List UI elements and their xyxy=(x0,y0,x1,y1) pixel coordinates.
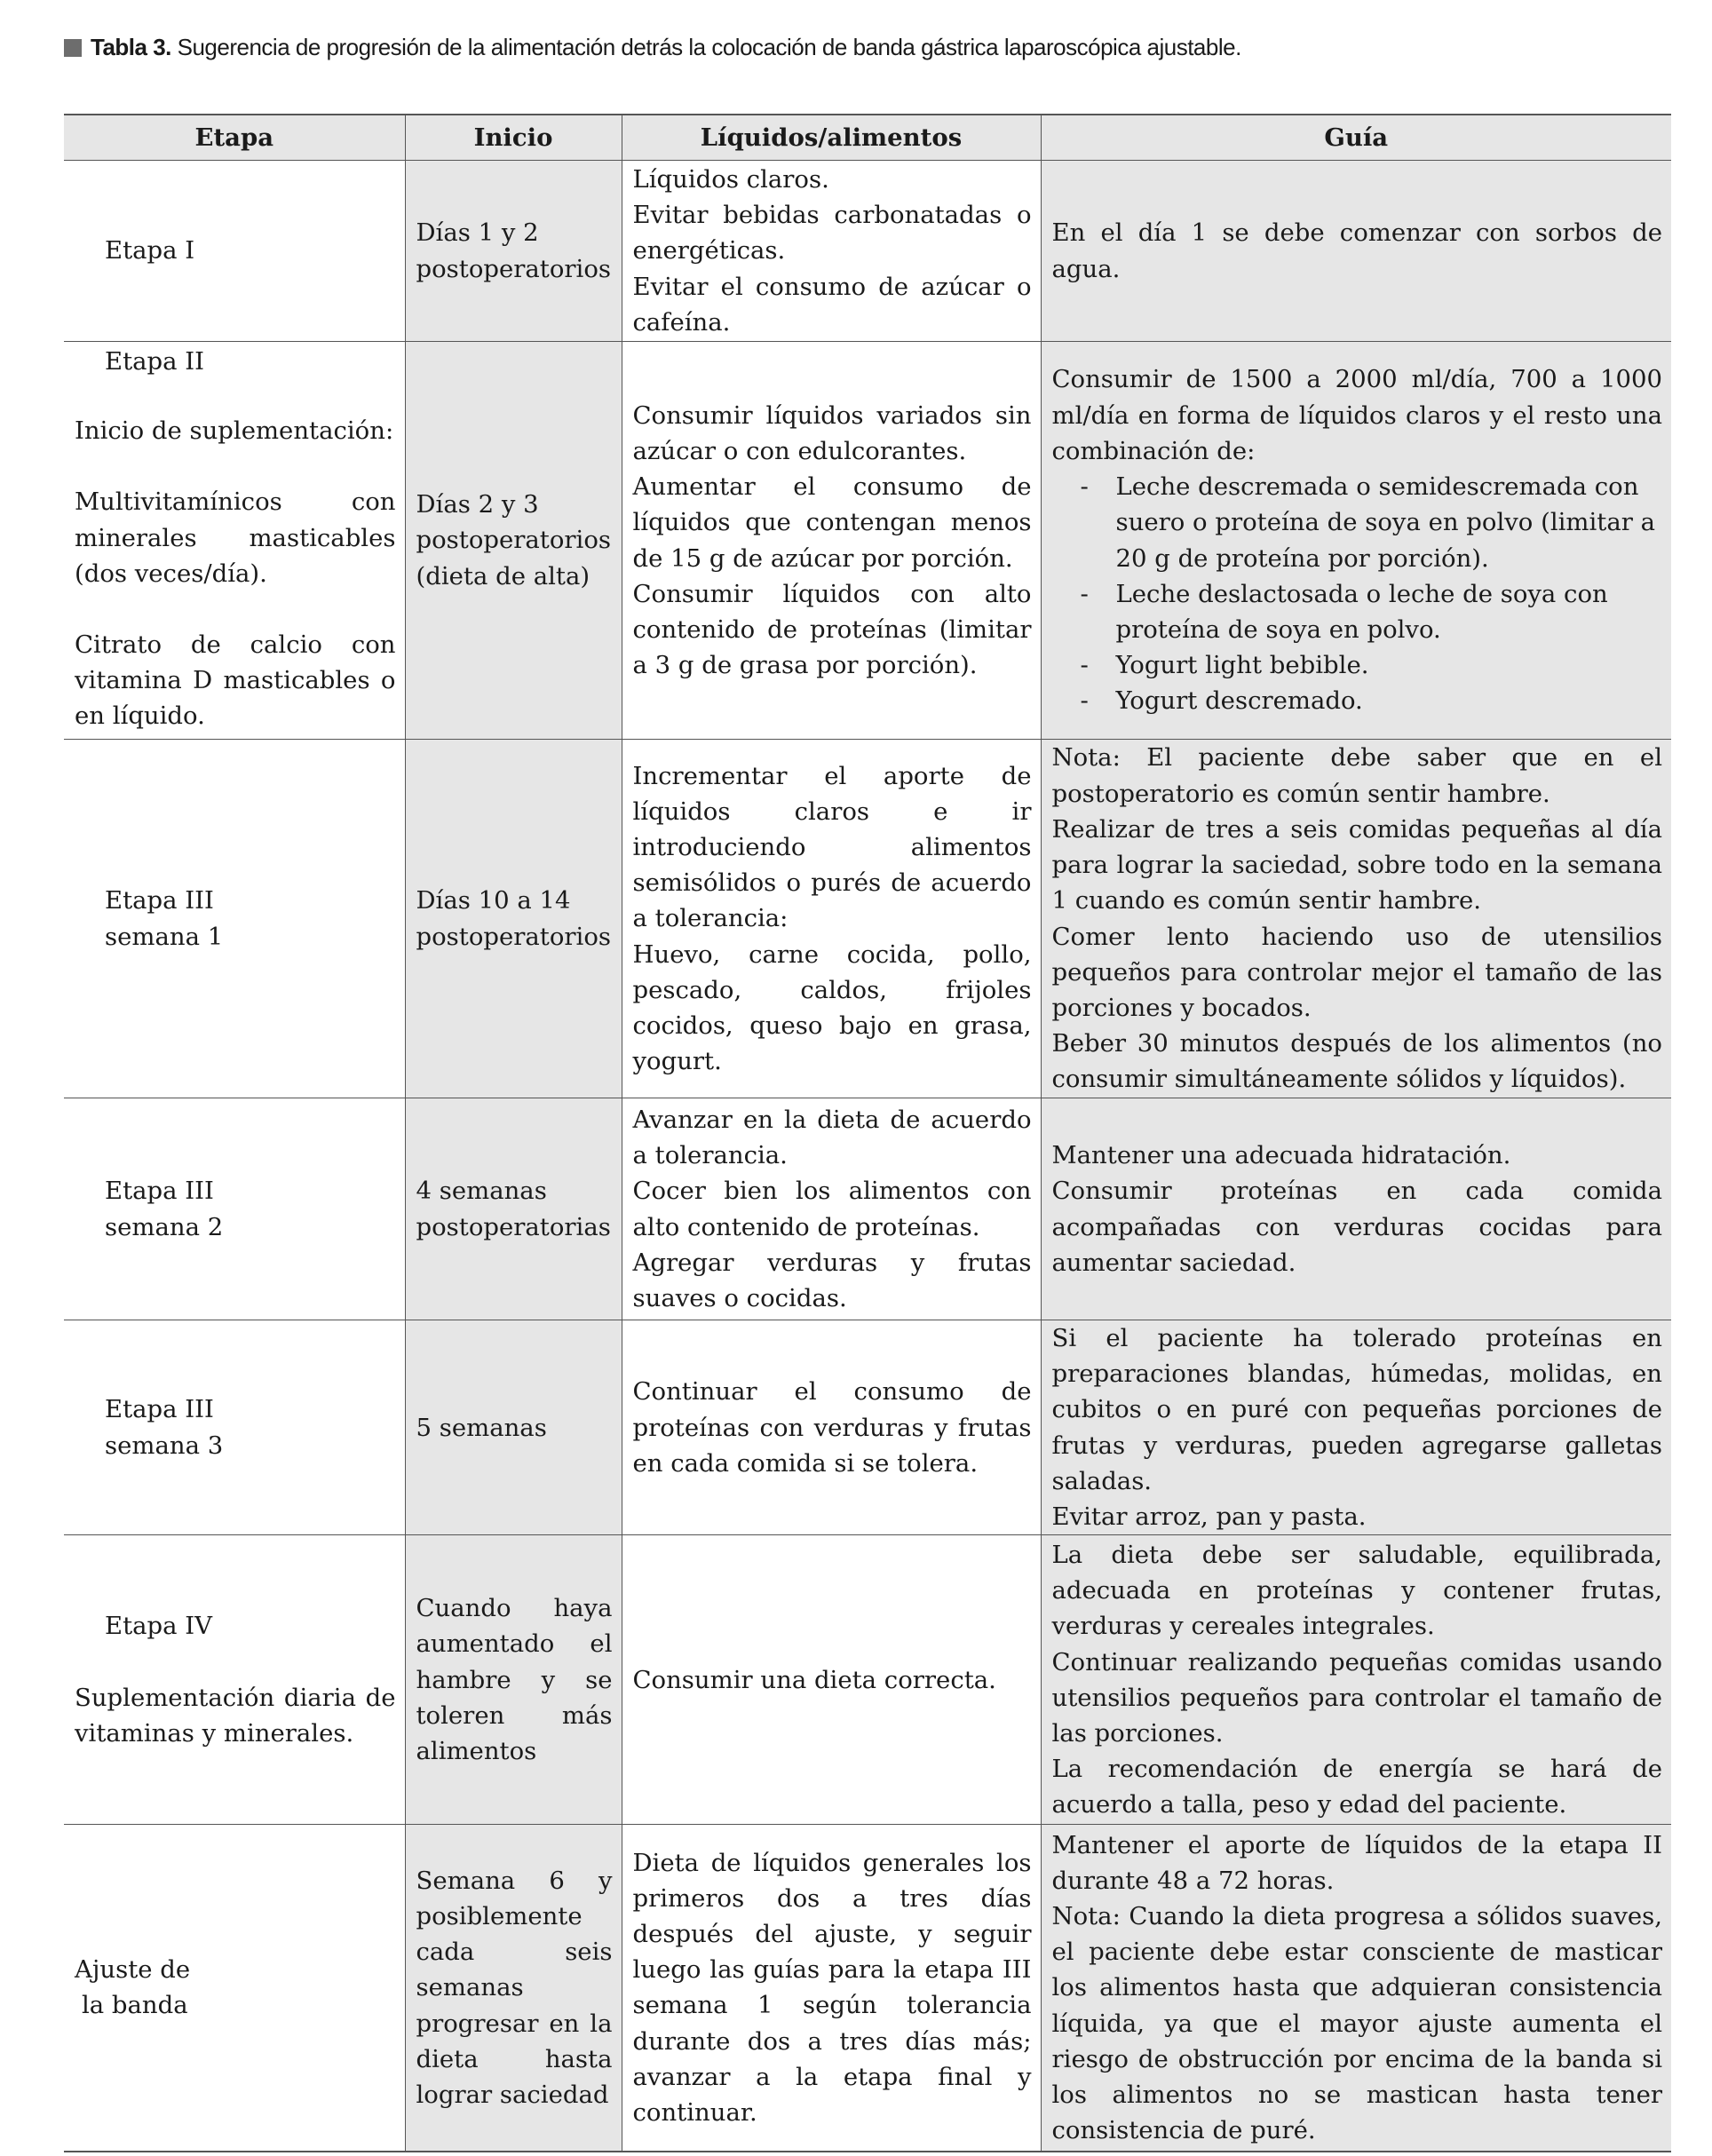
cell-inicio xyxy=(405,342,622,740)
table-caption xyxy=(64,34,1241,61)
etapa-line: semana 2 xyxy=(105,1212,224,1241)
guia-line: Continuar realizando pequeñas comidas usando utensilios pequeños para controlar el tamaño de las porciones. xyxy=(1051,1647,1662,1748)
cell-etapa xyxy=(64,740,405,1098)
table-row xyxy=(64,1320,1671,1535)
cell-inicio xyxy=(405,1535,622,1825)
etapa-title: Etapa II xyxy=(105,347,204,376)
cell-etapa xyxy=(64,1098,405,1320)
liquidos-line: Dieta de líquidos generales los primeros dos a tres días después del ajuste, y seguir luego las guías para la etapa III semana 1 según tolerancia durante dos a tres días más; avanzar a la etapa final y continuar. xyxy=(632,1848,1032,2128)
guia-line: Si el paciente ha tolerado proteínas en preparaciones blandas, húmedas, molidas, en cubitos o en puré con pequeñas porciones de frutas y verduras, pueden agregarse galletas saladas. xyxy=(1051,1324,1662,1495)
cell-liquidos xyxy=(622,161,1041,342)
etapa-line: Etapa III xyxy=(105,1395,214,1424)
cell-inicio xyxy=(405,161,622,342)
inicio-line: postoperatorias xyxy=(416,1212,611,1241)
guia-bullet xyxy=(1052,647,1663,683)
cell-inicio xyxy=(405,740,622,1098)
etapa-line: semana 1 xyxy=(105,922,224,951)
etapa-calcio: Citrato de calcio con vitamina D masticables o en líquido. xyxy=(75,630,396,731)
guia-line: Nota: El paciente debe saber que en el postoperatorio es común sentir hambre. xyxy=(1051,743,1662,808)
header-inicio: Inicio xyxy=(405,115,622,161)
cell-etapa xyxy=(64,1320,405,1535)
inicio-line: 5 semanas xyxy=(416,1413,547,1442)
cell-inicio xyxy=(405,1320,622,1535)
guia-line: Beber 30 minutos después de los alimentos (no consumir simultáneamente sólidos y líquidos). xyxy=(1051,1029,1662,1094)
etapa-line: Etapa III xyxy=(105,886,214,916)
bullet-text: Yogurt descremado. xyxy=(1115,686,1363,716)
cell-guia xyxy=(1041,740,1671,1098)
header-liquidos: Líquidos/alimentos xyxy=(622,115,1041,161)
guia-line: Mantener una adecuada hidratación. xyxy=(1051,1141,1511,1170)
cell-guia xyxy=(1041,1535,1671,1825)
etapa-supl: Suplementación diaria de vitaminas y minerales. xyxy=(75,1683,396,1748)
inicio-line: Semana 6 y posiblemente cada seis semanas progresar en la dieta hasta lograr saciedad xyxy=(416,1866,613,2109)
cell-etapa xyxy=(64,1535,405,1825)
table-row xyxy=(64,1825,1671,2152)
liquidos-line: Agregar verduras y frutas suaves o cocidas. xyxy=(632,1248,1032,1312)
inicio-line: Días 1 y 2 xyxy=(416,218,539,248)
cell-guia xyxy=(1041,1098,1671,1320)
etapa-line: Etapa I xyxy=(105,236,195,266)
guia-line: Mantener el aporte de líquidos de la etapa II durante 48 a 72 horas. xyxy=(1051,1830,1662,1895)
liquidos-line: Continuar el consumo de proteínas con verduras y frutas en cada comida si se tolera. xyxy=(632,1377,1032,1478)
guia-line: Nota: Cuando la dieta progresa a sólidos suaves, el paciente debe estar consciente de masticar los alimentos hasta que adquieran consistencia líquida, ya que el mayor ajuste aumenta el riesgo de obstrucción por encima de la banda si los alimentos no se mastican hasta tener consistencia de puré. xyxy=(1051,1901,1662,2145)
inicio-line: Días 10 a 14 xyxy=(416,886,571,916)
liquidos-line: Líquidos claros. xyxy=(632,164,829,194)
liquidos-line: Evitar bebidas carbonatadas o energéticas. xyxy=(632,201,1032,266)
dash-mark: - xyxy=(1080,472,1089,502)
caption-label: Tabla 3. xyxy=(91,34,171,60)
liquidos-line: Evitar el consumo de azúcar o cafeína. xyxy=(632,272,1032,337)
table-row xyxy=(64,161,1671,342)
cell-liquidos xyxy=(622,1535,1041,1825)
dash-mark: - xyxy=(1080,579,1089,608)
bullet-text: Yogurt light bebible. xyxy=(1115,651,1369,680)
liquidos-line: Huevo, carne cocida, pollo, pescado, caldos, frijoles cocidos, queso bajo en grasa, yogurt. xyxy=(632,939,1032,1076)
etapa-line: semana 3 xyxy=(105,1431,224,1460)
cell-liquidos xyxy=(622,740,1041,1098)
inicio-line: Cuando haya aumentado el hambre y se toleren más alimentos xyxy=(416,1594,613,1766)
guia-line: La dieta debe ser saludable, equilibrada, adecuada en proteínas y contener frutas, verduras y cereales integrales. xyxy=(1051,1540,1662,1641)
cell-guia xyxy=(1041,1825,1671,2152)
table-row xyxy=(64,342,1671,740)
dash-mark: - xyxy=(1080,651,1089,680)
bullet-text: Leche descremada o semidescremada con suero o proteína de soya en polvo (limitar a 20 g de proteína por porción). xyxy=(1115,472,1656,573)
cell-etapa xyxy=(64,1825,405,2152)
table-row xyxy=(64,740,1671,1098)
progression-table xyxy=(64,114,1671,2152)
header-guia: Guía xyxy=(1041,115,1671,161)
cell-liquidos xyxy=(622,1320,1041,1535)
table-row xyxy=(64,1098,1671,1320)
liquidos-line: Incrementar el aporte de líquidos claros e ir introduciendo alimentos semisólidos o purés de acuerdo a tolerancia: xyxy=(632,761,1032,933)
table-row xyxy=(64,1535,1671,1825)
cell-etapa xyxy=(64,161,405,342)
guia-line: Evitar arroz, pan y pasta. xyxy=(1051,1502,1367,1532)
guia-line: Consumir proteínas en cada comida acompañadas con verduras cocidas para aumentar saciedad. xyxy=(1051,1177,1662,1277)
inicio-line: (dieta de alta) xyxy=(416,561,590,591)
liquidos-line: Avanzar en la dieta de acuerdo a tolerancia. xyxy=(632,1105,1032,1170)
guia-bullet xyxy=(1052,576,1663,647)
etapa-multi: Multivitamínicos con minerales masticables (dos veces/día). xyxy=(75,487,396,588)
inicio-line: postoperatorios xyxy=(416,526,612,555)
guia-intro: Consumir de 1500 a 2000 ml/día, 700 a 1000 ml/día en forma de líquidos claros y el resto una combinación de: xyxy=(1051,365,1662,465)
inicio-line: Días 2 y 3 xyxy=(416,490,539,519)
cell-guia xyxy=(1041,342,1671,740)
liquidos-line: Aumentar el consumo de líquidos que contengan menos de 15 g de azúcar por porción. xyxy=(632,472,1032,573)
etapa-title: Etapa IV xyxy=(105,1612,212,1641)
cell-etapa xyxy=(64,342,405,740)
inicio-line: postoperatorios xyxy=(416,922,612,951)
etapa-line: Etapa III xyxy=(105,1177,214,1206)
bullet-text: Leche deslactosada o leche de soya con proteína de soya en polvo. xyxy=(1115,579,1608,644)
cell-liquidos xyxy=(622,1098,1041,1320)
header-row xyxy=(64,115,1671,161)
guia-line: Comer lento haciendo uso de utensilios pequeños para controlar mejor el tamaño de las porciones y bocados. xyxy=(1051,922,1662,1022)
liquidos-line: Consumir una dieta correcta. xyxy=(632,1665,996,1694)
caption-text: Sugerencia de progresión de la alimentación detrás la colocación de banda gástrica laparoscópica ajustable. xyxy=(177,34,1241,60)
inicio-line: 4 semanas xyxy=(416,1177,547,1206)
guia-bullet xyxy=(1052,683,1663,718)
dash-mark: - xyxy=(1080,686,1089,716)
cell-liquidos xyxy=(622,1825,1041,2152)
liquidos-line: Consumir líquidos con alto contenido de proteínas (limitar a 3 g de grasa por porción). xyxy=(632,579,1032,680)
header-etapa: Etapa xyxy=(64,115,405,161)
etapa-line: Ajuste de xyxy=(75,1955,191,1985)
cell-guia xyxy=(1041,161,1671,342)
cell-liquidos xyxy=(622,342,1041,740)
guia-line: En el día 1 se debe comenzar con sorbos de agua. xyxy=(1051,218,1662,283)
liquidos-line: Consumir líquidos variados sin azúcar o con edulcorantes. xyxy=(632,400,1032,465)
guia-bullet xyxy=(1052,469,1663,576)
caption-square-icon xyxy=(64,39,82,57)
guia-line: La recomendación de energía se hará de acuerdo a talla, peso y edad del paciente. xyxy=(1051,1755,1662,1819)
guia-line: Realizar de tres a seis comidas pequeñas al día para lograr la saciedad, sobre todo en la semana 1 cuando es común sentir hambre. xyxy=(1051,814,1662,916)
cell-guia xyxy=(1041,1320,1671,1535)
etapa-line: la banda xyxy=(82,1991,188,2020)
inicio-line: postoperatorios xyxy=(416,254,612,283)
cell-inicio xyxy=(405,1825,622,2152)
liquidos-line: Cocer bien los alimentos con alto contenido de proteínas. xyxy=(632,1177,1032,1241)
cell-inicio xyxy=(405,1098,622,1320)
etapa-supl: Inicio de suplementación: xyxy=(75,416,394,446)
